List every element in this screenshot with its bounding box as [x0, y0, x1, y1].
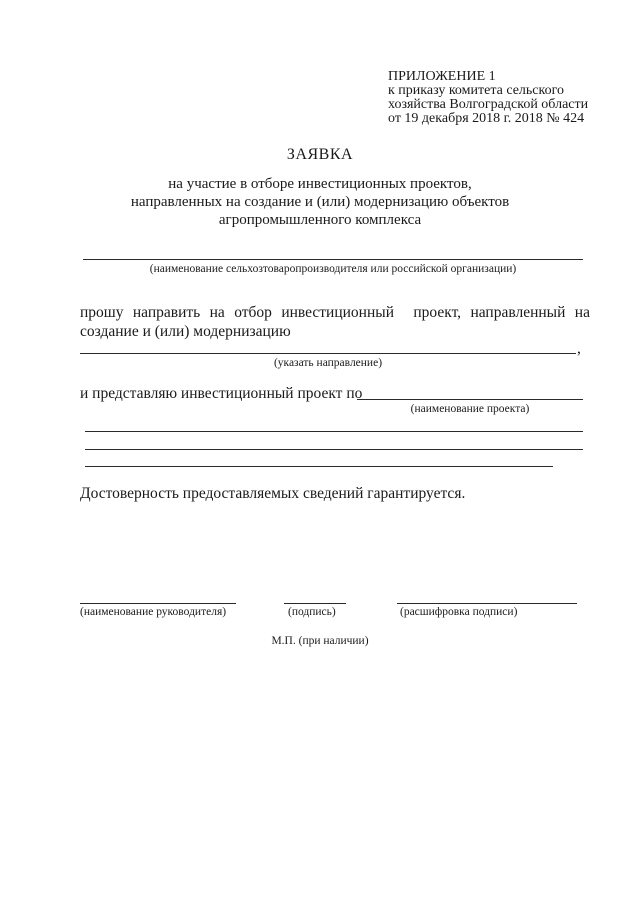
- request-line-2: создание и (или) модернизацию: [80, 323, 291, 340]
- project-text: и представляю инвестиционный проект по: [80, 385, 363, 402]
- document-subtitle: [0, 175, 640, 229]
- continuation-line-3[interactable]: [85, 466, 553, 467]
- appendix-title: ПРИЛОЖЕНИЕ 1: [388, 69, 496, 84]
- signature-caption: (подпись): [288, 606, 336, 618]
- request-paragraph: [80, 303, 590, 341]
- appendix-line-order: к приказу комитета сельского: [388, 83, 565, 98]
- request-word: отбор: [234, 304, 272, 321]
- stamp-note: М.П. (при наличии): [271, 635, 369, 647]
- signature-decode-caption: (расшифровка подписи): [400, 606, 518, 618]
- subtitle-line-1: на участие в отборе инвестиционных проектов,: [168, 176, 472, 192]
- signature-field[interactable]: [284, 603, 346, 604]
- guarantee-statement: Достоверность предоставляемых сведений гарантируется.: [80, 485, 466, 502]
- request-word: на: [209, 304, 225, 321]
- direction-comma: ,: [577, 340, 581, 357]
- request-word: инвестиционный: [281, 304, 394, 321]
- request-word: прошу: [80, 304, 124, 321]
- direction-field[interactable]: [80, 353, 576, 354]
- project-name-field[interactable]: [357, 399, 583, 400]
- org-name-field[interactable]: [83, 259, 583, 260]
- appendix-block: [388, 70, 588, 126]
- appendix-line-date: от 19 декабря 2018 г. 2018 № 424: [388, 111, 585, 126]
- request-word: направить: [132, 304, 201, 321]
- continuation-line-2[interactable]: [85, 449, 583, 450]
- head-name-caption: (наименование руководителя): [80, 606, 227, 618]
- appendix-line-committee: хозяйства Волгоградской области: [388, 97, 589, 112]
- signature-decode-field[interactable]: [397, 603, 577, 604]
- subtitle-line-3: агропромышленного комплекса: [218, 212, 422, 228]
- request-line-1: [80, 303, 590, 322]
- project-caption: (наименование проекта): [410, 403, 530, 415]
- request-word: проект,: [413, 304, 462, 321]
- continuation-line-1[interactable]: [85, 431, 583, 432]
- head-name-field[interactable]: [80, 603, 236, 604]
- request-word: на: [574, 304, 590, 321]
- subtitle-line-2: направленных на создание и (или) модернизацию объектов: [130, 194, 510, 210]
- direction-caption: (указать направление): [273, 357, 383, 369]
- request-word: направленный: [470, 304, 566, 321]
- document-title: ЗАЯВКА: [286, 146, 354, 163]
- org-name-caption: (наименование сельхозтоваропроизводителя или российской организации): [149, 263, 517, 275]
